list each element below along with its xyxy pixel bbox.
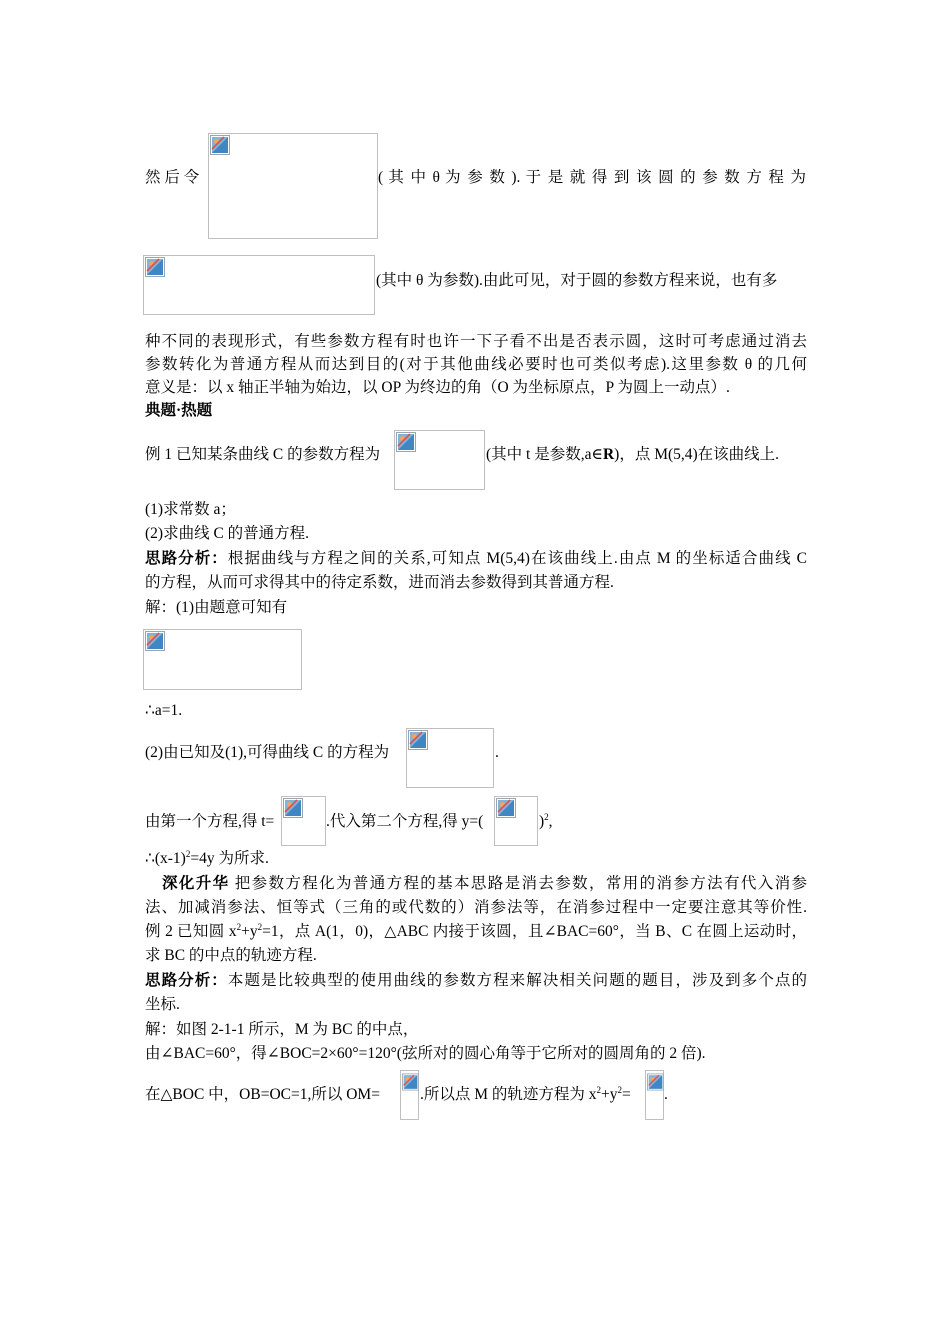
example-1-segment: (其中 t 是参数,a∈ — [486, 446, 603, 463]
real-set-symbol: R — [602, 446, 615, 463]
analysis-label: 思路分析： — [145, 550, 228, 567]
broken-image-icon — [408, 730, 428, 750]
superscript: 2 — [236, 921, 242, 932]
broken-image-icon — [210, 135, 230, 155]
broken-image-icon — [283, 798, 303, 818]
solution-2-locus — [420, 1084, 645, 1106]
formula-image — [394, 430, 485, 490]
text-segment: +y — [601, 1086, 618, 1103]
formula-image — [645, 1070, 664, 1120]
analysis-text: 根据曲线与方程之间的关系,可知点 M(5,4)在该曲线上.由点 M 的坐标适合曲线 C — [227, 550, 807, 567]
text-segment: =1，点 A(1，0)，△ABC 内接于该圆，且∠BAC=60°，当 B、C 在圆上运动时， — [262, 923, 807, 940]
paragraph-line: 种不同的表现形式，有些参数方程有时也许一下子看不出是否表示圆，这时可考虑通过消去 — [145, 333, 807, 350]
text-segment: 例 2 已知圆 x — [145, 923, 237, 940]
deepening-text: 把参数方程化为普通方程的基本思路是消去参数，常用的消参方法有代入消参 — [229, 875, 807, 892]
analysis-label: 思路分析： — [145, 972, 228, 989]
broken-image-icon — [402, 1072, 419, 1092]
solution-2-intro: 解：如图 2-1-1 所示，M 为 BC 的中点， — [145, 1021, 419, 1038]
solution-2-om: 在△BOC 中，OB=OC=1,所以 OM= — [145, 1086, 380, 1103]
formula-image — [400, 1070, 419, 1120]
formula-image — [143, 255, 375, 315]
analysis-2-line2: 坐标. — [145, 996, 180, 1013]
question-1: (1)求常数 a； — [145, 501, 236, 518]
text-segment: , — [548, 813, 553, 830]
question-2: (2)求曲线 C 的普通方程. — [145, 525, 310, 542]
analysis-text: 本题是比较典型的使用曲线的参数方程来解决相关问题的题目，涉及到多个点的 — [227, 972, 807, 989]
solution-2-text: (2)由已知及(1),可得曲线 C 的方程为 — [145, 744, 390, 761]
text-segment: ∴(x-1) — [145, 850, 186, 867]
paragraph-line: 参数转化为普通方程从而达到目的(对于其他曲线必要时也可类似考虑).这里参数 θ 的几何 — [145, 356, 807, 373]
formula-image — [281, 796, 326, 846]
text-param-equation-intro: ( 其 中 θ 为 参 数 ). 于 是 就 得 到 该 圆 的 参 数 方 程 为 — [378, 169, 806, 186]
deepening-note — [162, 873, 807, 895]
period: . — [495, 744, 499, 761]
superscript: 2 — [596, 1084, 602, 1095]
deepening-label: 深化升华 — [162, 875, 230, 892]
analysis-1 — [145, 548, 807, 570]
formula-image — [143, 629, 302, 690]
section-heading: 典题·热题 — [145, 402, 213, 419]
formula-image — [406, 728, 494, 788]
text-segment: .所以点 M 的轨迹方程为 x — [420, 1086, 597, 1103]
text-param-note: (其中 θ 为参数).由此可见，对于圆的参数方程来说，也有多 — [376, 272, 778, 289]
formula-image — [494, 796, 538, 846]
broken-image-icon — [647, 1072, 664, 1092]
text-segment: ) — [539, 813, 545, 830]
formula-image — [208, 133, 378, 239]
broken-image-icon — [145, 257, 165, 277]
text-segment: = — [622, 1086, 631, 1103]
solution-3-tail — [539, 811, 579, 833]
text-segment: =4y 为所求. — [190, 850, 269, 867]
broken-image-icon — [145, 631, 165, 651]
example-1-text-cont — [486, 444, 808, 466]
example-1-segment: )，点 M(5,4)在该曲线上. — [614, 446, 780, 463]
example-2-line2: 求 BC 的中点的轨迹方程. — [145, 947, 317, 964]
deepening-line2: 法、加减消参法、恒等式（三角的或代数的）消参法等，在消参过程中一定要注意其等价性. — [145, 899, 807, 916]
period: . — [664, 1086, 668, 1103]
analysis-1-line2: 的方程，从而可求得其中的待定系数，进而消去参数得到其普通方程. — [145, 574, 614, 591]
solution-3-text-cont: .代入第二个方程,得 y=( — [326, 813, 484, 830]
analysis-2 — [145, 970, 807, 992]
solution-2-angle: 由∠BAC=60°，得∠BOC=2×60°=120°(弦所对的圆心角等于它所对的圆周角的 2 倍). — [145, 1045, 706, 1062]
example-2 — [145, 921, 807, 943]
paragraph-line: 意义是：以 x 轴正半轴为始边，以 OP 为终边的角（O 为坐标原点，P 为圆上一动点）. — [145, 379, 730, 396]
text-then-let: 然 后 令 — [145, 169, 200, 186]
solution-3-text: 由第一个方程,得 t= — [145, 813, 275, 830]
superscript: 2 — [185, 848, 191, 859]
result-a-equals-1: ∴a=1. — [145, 702, 183, 719]
broken-image-icon — [496, 798, 516, 818]
text-segment: +y — [241, 923, 258, 940]
solution-4 — [145, 848, 807, 870]
superscript: 2 — [544, 811, 549, 822]
solution-1-intro: 解：(1)由题意可知有 — [145, 599, 288, 616]
example-1-text: 例 1 已知某条曲线 C 的参数方程为 — [145, 446, 381, 463]
superscript: 2 — [257, 921, 263, 932]
superscript: 2 — [617, 1084, 623, 1095]
broken-image-icon — [396, 432, 416, 452]
